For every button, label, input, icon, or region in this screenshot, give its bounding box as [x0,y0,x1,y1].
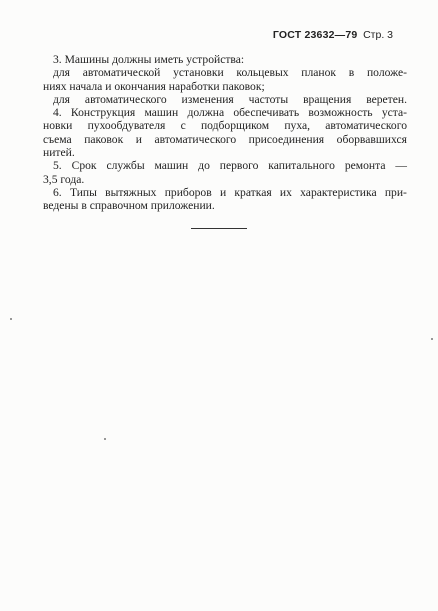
text-line: 3,5 года. [43,172,85,186]
text-line: 6. Типы вытяжных приборов и краткая их характеристика при- [53,185,407,199]
scan-speck [104,438,106,440]
text-line: 5. Срок службы машин до первого капитального ремонта — [53,159,407,173]
section-divider [191,228,247,229]
text-line: ведены в справочном приложении. [43,199,215,213]
text-line: 4. Конструкция машин должна обеспечивать возможность уста- [53,106,407,120]
text-line: новки пухообдувателя с подборщиком пуха, автоматического [43,119,407,133]
text-line: съема паковок и автоматического присоединения оборвавшихся [43,132,407,146]
standard-number: ГОСТ 23632—79 [272,29,358,41]
body-text [43,53,407,213]
text-line: ниях начала и окончания наработки паковок; [43,79,265,93]
page-header [273,29,393,41]
text-line: нитей. [43,146,75,160]
text-line: 3. Машины должны иметь устройства: [53,53,245,66]
page-number: Стр. 3 [363,29,393,41]
text-line: для автоматической установки кольцевых планок в положе- [53,66,407,80]
scan-speck [10,318,12,320]
text-line: для автоматического изменения частоты вращения веретен. [53,92,407,106]
scan-speck [431,338,433,340]
